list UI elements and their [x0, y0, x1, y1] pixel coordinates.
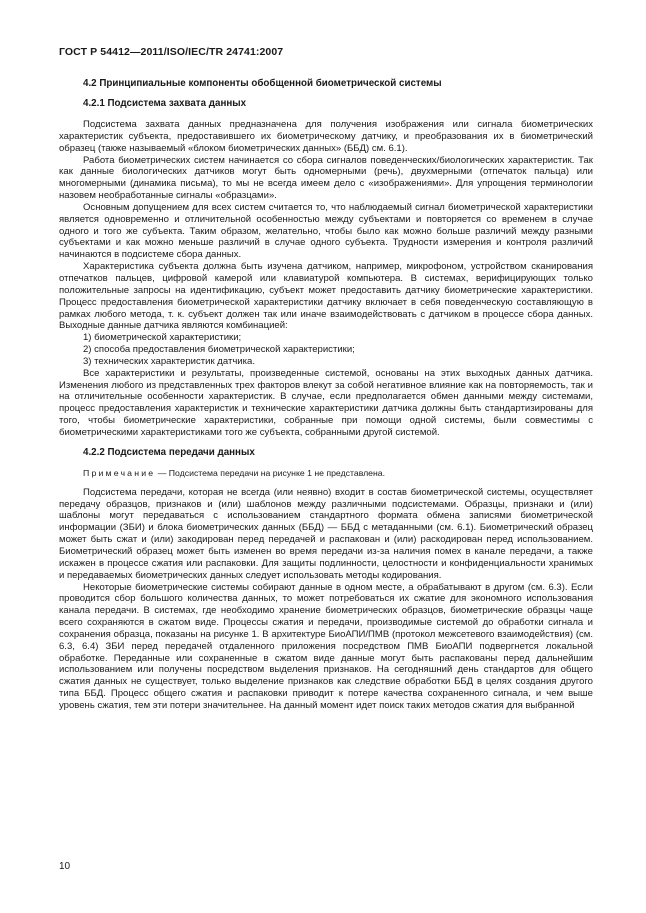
list-item: 3) технических характеристик датчика.: [83, 355, 255, 367]
paragraph: Подсистема захвата данных предназначена для получения изображения или сигнала биометрических характеристик субъекта, предоставившего их биометрическому датчику, и преобразования их в биометрический образец (также называемый «блоком биометрических данных» (ББД) см. 6.1).: [59, 119, 593, 154]
paragraph: Основным допущением для всех систем считается то, что наблюдаемый сигнал биометрической характеристики является одновременно и отличительной особенностью между субъектами и повторяется со временем в случае одного и того же субъекта. Таким образом, желательно, чтобы было как можно больше различий между разными субъектами и как можно меньше различий в случае одного субъекта. Трудности измерения и контроля различий начинаются в подсистеме сбора данных.: [59, 201, 593, 261]
section-4-2-2-heading: 4.2.2 Подсистема передачи данных: [83, 446, 255, 458]
section-4-2-1-heading: 4.2.1 Подсистема захвата данных: [83, 98, 247, 109]
paragraph: Характеристика субъекта должна быть изучена датчиком, например, микрофоном, устройством сканирования отпечатков пальцев, цифровой камерой или клавиатурой компьютера. В системах, верифицирующих только положительные запросы на идентификацию, субъект может предоставить датчику биометрические характеристики. Процесс предоставления биометрической характеристики датчику включает в себя поведенческую составляющую в рамках любого метода, т. к. субъект должен так или иначе взаимодействовать с датчиком в процессе сбора данных. Выходные данные датчика являются комбинацией:: [59, 261, 593, 332]
note: [59, 468, 593, 479]
paragraph: Некоторые биометрические системы собирают данные в одном месте, а обрабатывают в другом (см. 6.3). Если проводится сбор большого количества данных, то может потребоваться их сжатие для экономного использования канала передачи. В системах, где необходимо хранение биометрических образцов, биометрические образцы чаще всего сохраняются в сжатом виде. Процессы сжатия и передачи, производимые системой до обработки сигнала и сохранения образца, показаны на рисунке 1. В архитектуре БиоАПИ/ПМВ (протокол межсетевого взаимодействия) (см. 6.3, 6.4) ЗБИ перед передачей отдаленного приложения посредством ПМВ БиоАПИ подвергнется локальной обработке. Переданные или сохраненные в сжатом виде данные могут быть распакованы перед дальнейшим использованием или получены посредством выделения признаков. На сегодняшний день стандартов для общего сжатия данных не существует, только выделение признаков как следствие обработки ББД в целях создания другого типа ББД. Процесс общего сжатия и распаковки приводит к потере качества сохраненного сигнала, и чем выше уровень сжатия, тем эти потери значительнее. На данный момент идет поиск таких методов сжатия для выбранной: [59, 581, 593, 711]
note-text: — Подсистема передачи на рисунке 1 не представлена.: [155, 467, 386, 478]
section-4-2-heading: 4.2 Принципиальные компоненты обобщенной биометрической системы: [83, 78, 442, 89]
standard-header: ГОСТ Р 54412—2011/ISO/IEC/TR 24741:2007: [59, 46, 284, 58]
paragraph: Работа биометрических систем начинается со сбора сигналов поведенческих/биологических характеристик. Так как данные биологических датчиков могут быть одномерными (речь), двухмерными (отпечаток пальца) или многомерными (динамика письма), то мы не всегда имеем дело с «изображениями». Для упрощения терминологии назовем необработанные сигналы «образцами».: [59, 154, 593, 202]
spacer: [59, 439, 593, 447]
paragraph: Все характеристики и результаты, произведенные системой, основаны на этих выходных данных датчика. Изменения любого из представленных трех факторов влекут за собой негативное влияние как на повторяемость, так и на отличительные особенности характеристик. В случае, если предполагается обмен данными между системами, процесс предоставления характеристик и технические характеристики датчика должны быть стандартизированы для того, чтобы биометрические характеристики, собранные при помощи одной системы, были совместимы с биометрическими характеристиками того же субъекта, собранными другой системой.: [59, 367, 593, 438]
list-item: 1) биометрической характеристики;: [83, 332, 242, 344]
list-item: 2) способа предоставления биометрической характеристики;: [83, 344, 355, 356]
paragraph: Подсистема передачи, которая не всегда (или неявно) входит в состав биометрической системы, осуществляет передачу образцов, признаков и (или) шаблонов между различными подсистемами. Образцы, признаки и (или) шаблоны могут передаваться с использованием стандартного формата обмена записями биометрической информации (ЗБИ) и блока биометрических данных (ББД) — ББД с метаданными (см. 6.1). Биометрический образец может быть сжат и (или) закодирован перед передачей и распакован и (или) раскодирован перед использованием. Биометрический образец может быть изменен во время передачи из-за наличия помех в канале передачи, а также искажен в процессе сжатия или распаковки. Для защиты подлинности, целостности и конфиденциальности хранимых и передаваемых биометрических данных следует использовать методы кодирования.: [59, 486, 593, 581]
page-content: [59, 78, 593, 712]
spacer: [59, 479, 593, 487]
note-label: Примечание: [83, 467, 156, 478]
page-number: 10: [59, 861, 71, 872]
